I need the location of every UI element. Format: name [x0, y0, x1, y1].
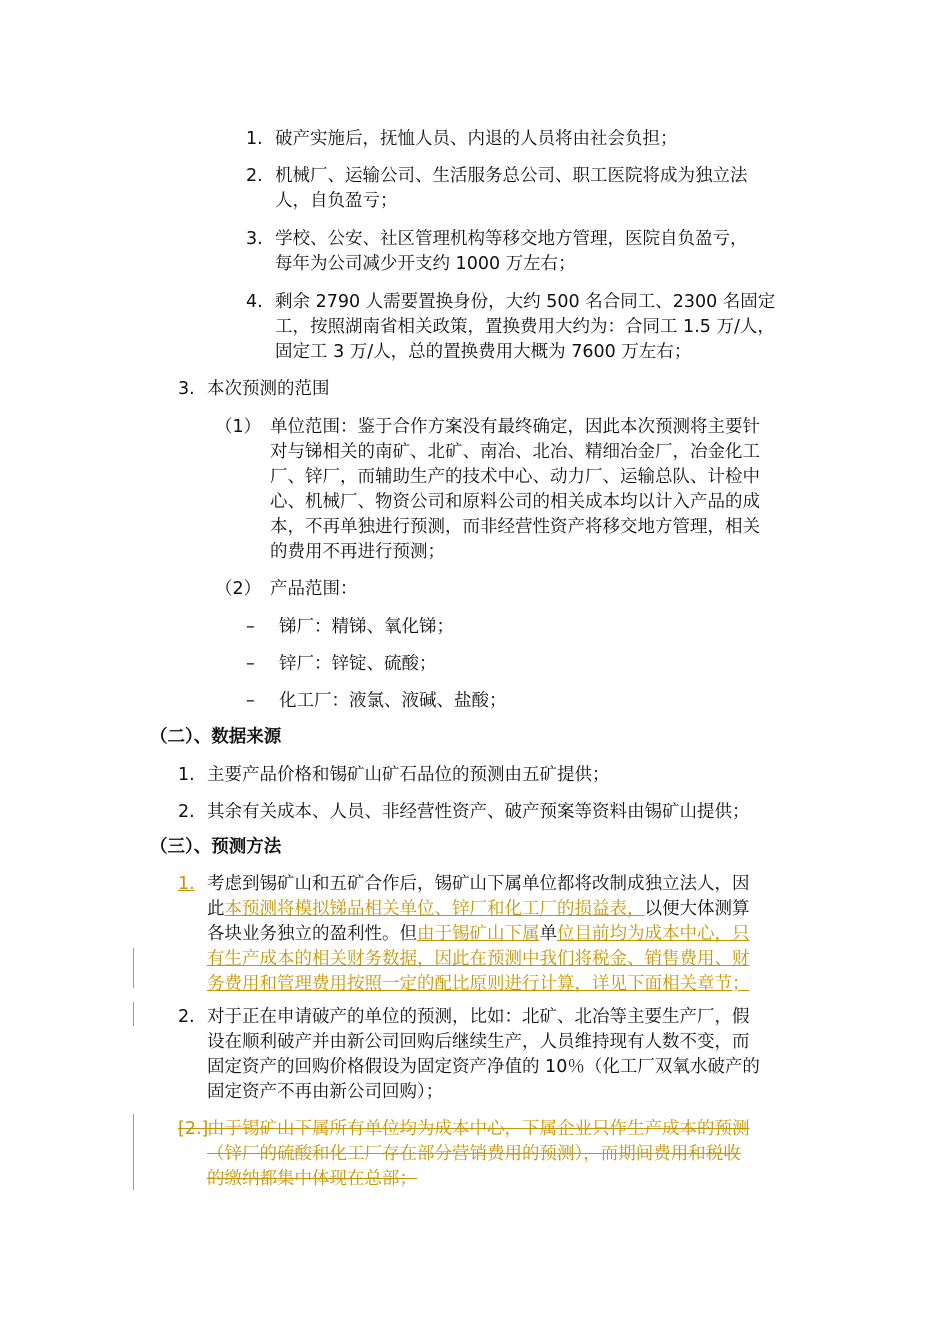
sub-number: （1）: [215, 417, 262, 437]
list-item-text: 学校、公安、社区管理机构等移交地方管理，医院自负盈亏，: [275, 229, 748, 249]
product-item: 化工厂：液氯、液碱、盐酸；: [279, 691, 507, 711]
list-item-text: 工，按照湖南省相关政策，置换费用大约为：合同工 1.5 万/人，: [275, 317, 775, 337]
change-bar: [133, 1002, 134, 1026]
list-number: 2.: [246, 166, 263, 186]
list-number-deleted: [2.]: [178, 1119, 209, 1139]
dash-bullet: –: [246, 691, 255, 711]
list-item-text: 破产实施后，抚恤人员、内退的人员将由社会负担；: [275, 129, 678, 149]
list-item-text: 每年为公司减少开支约 1000 万左右；: [275, 254, 576, 274]
deleted-text: 的缴纳都集中体现在总部；: [207, 1169, 417, 1189]
section-title: 本次预测的范围: [207, 379, 330, 399]
dash-bullet: –: [246, 654, 255, 674]
inserted-text: 由于锡矿山下属: [417, 924, 540, 944]
list-item-text: 剩余 2790 人需要置换身份，大约 500 名合同工、2300 名固定: [275, 292, 776, 312]
list-number: 1.: [246, 129, 263, 149]
list-item-text: 固定工 3 万/人，总的置换费用大概为 7600 万左右；: [275, 342, 692, 362]
product-item: 锌厂：锌锭、硫酸；: [279, 654, 437, 674]
section-heading: （二）、数据来源: [150, 727, 282, 747]
method-text: 各块业务独立的盈利性。但由于锡矿山下属单位目前均为成本中心，只: [207, 924, 750, 944]
list-item-text: 机械厂、运输公司、生活服务总公司、职工医院将成为独立法: [275, 166, 748, 186]
method-text: 设在顺利破产并由新公司回购后继续生产，人员维持现有人数不变，而: [207, 1032, 750, 1052]
list-item-text: 人，自负盈亏；: [275, 191, 398, 211]
scope-unit-text: 的费用不再进行预测；: [270, 542, 445, 562]
method-text: 此本预测将模拟锑品相关单位、锌厂和化工厂的损益表，以便大体测算: [207, 899, 750, 919]
method-text: 对于正在申请破产的单位的预测，比如：北矿、北冶等主要生产厂，假: [207, 1007, 750, 1027]
section-heading: （三）、预测方法: [150, 837, 282, 857]
change-bar: [133, 1114, 134, 1190]
list-item-text: 主要产品价格和锡矿山矿石品位的预测由五矿提供；: [207, 765, 610, 785]
scope-unit-text: 本，不再单独进行预测，而非经营性资产将移交地方管理，相关: [270, 517, 760, 537]
scope-unit-text: 单位范围：鉴于合作方案没有最终确定，因此本次预测将主要针: [270, 417, 760, 437]
change-bar: [133, 948, 134, 988]
list-number: 2.: [178, 802, 195, 822]
product-item: 锑厂：精锑、氧化锑；: [279, 617, 454, 637]
list-number: 1.: [178, 765, 195, 785]
method-text: 固定资产不再由新公司回购）；: [207, 1082, 444, 1102]
dash-bullet: –: [246, 617, 255, 637]
scope-product-title: 产品范围：: [270, 579, 358, 599]
inserted-text: 位目前均为成本中心，只: [557, 924, 750, 944]
deleted-text: 由于锡矿山下属所有单位均为成本中心，下属企业只作生产成本的预测: [207, 1119, 750, 1139]
section-number: 3.: [178, 379, 195, 399]
scope-unit-text: 对与锑相关的南矿、北矿、南冶、北冶、精细冶金厂，冶金化工: [270, 442, 760, 462]
inserted-text: 本预测将模拟锑品相关单位、锌厂和化工厂的损益表，: [224, 899, 645, 919]
inserted-text: 务费用和管理费用按照一定的配比原则进行计算，详见下面相关章节；: [207, 974, 750, 994]
list-number: 4.: [246, 292, 263, 312]
scope-unit-text: 厂、锌厂，而辅助生产的技术中心、动力厂、运输总队、计检中: [270, 467, 760, 487]
list-number: 2.: [178, 1007, 195, 1027]
scope-unit-text: 心、机械厂、物资公司和原料公司的相关成本均以计入产品的成: [270, 492, 760, 512]
inserted-text: 有生产成本的相关财务数据，因此在预测中我们将税金、销售费用、财: [207, 949, 750, 969]
method-text: 考虑到锡矿山和五矿合作后，锡矿山下属单位都将改制成独立法人，因: [207, 874, 750, 894]
method-text: 固定资产的回购价格假设为固定资产净值的 10％（化工厂双氧水破产的: [207, 1057, 760, 1077]
list-item-text: 其余有关成本、人员、非经营性资产、破产预案等资料由锡矿山提供；: [207, 802, 750, 822]
list-number: 3.: [246, 229, 263, 249]
list-number-inserted: 1.: [178, 874, 195, 894]
sub-number: （2）: [215, 579, 262, 599]
deleted-text: （锌厂的硫酸和化工厂存在部分营销费用的预测），而期间费用和税收: [207, 1144, 741, 1164]
